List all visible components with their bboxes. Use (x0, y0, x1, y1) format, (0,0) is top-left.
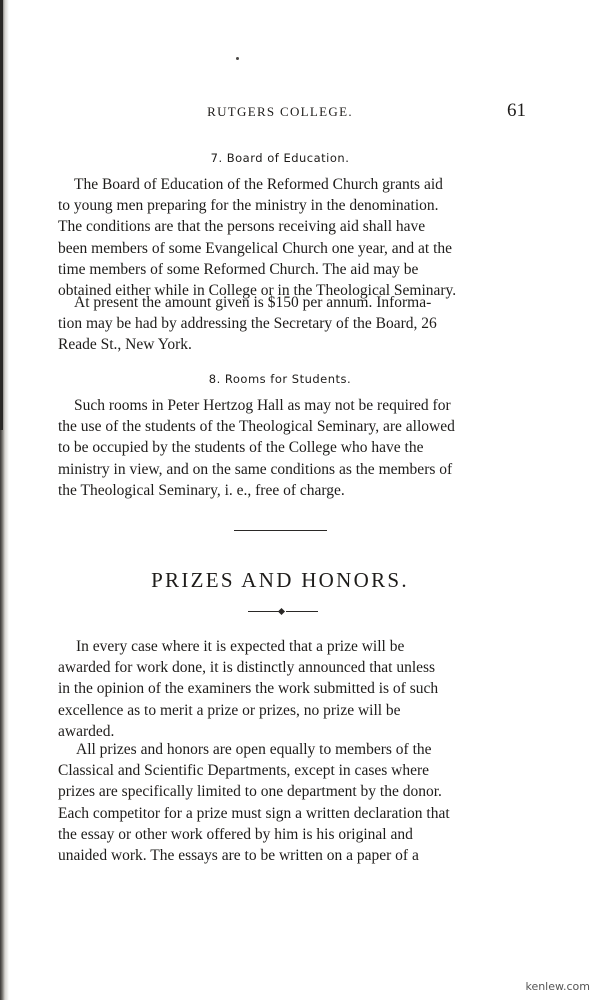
paragraph-board-amount: At present the amount given is $150 per annum. Informa- tion may be had by addressing the Secretary of the Board, 26 Reade St., New York. (58, 294, 437, 354)
running-header-title: RUTGERS COLLEGE. (207, 104, 353, 119)
page-number: 61 (507, 100, 526, 121)
title-ornament (248, 608, 318, 614)
prizes-and-honors-title: PRIZES AND HONORS. (151, 568, 409, 592)
watermark: kenlew.com (525, 980, 590, 993)
paragraph-rooms: Such rooms in Peter Hertzog Hall as may not be required for the use of the students of the Theological Seminary, are allowed to be occupied by the students of the College who have the ministry in view, and on the same conditions as the members of the Theological Seminary, i. e., free of charge. (58, 397, 455, 499)
paragraph-prizes-announcement: In every case where it is expected that a prize will be awarded for work done, it is distinctly announced that unless in the opinion of the examiners the work submitted is of such excellence as to merit a prize or prizes, no prize will be awarded. (58, 638, 439, 740)
section-heading-rooms-for-students: 8. Rooms for Students. (208, 372, 352, 386)
ink-speck (236, 57, 239, 60)
paragraph-board-aid: The Board of Education of the Reformed Church grants aid to young men preparing for the ministry in the denomination. The conditions are that the persons receiving aid shall have been members of some Evangelical Church one year, and at the time members of some Reformed Church. The aid may be obtained either while in College or in the Theological Seminary. (58, 176, 457, 300)
page-binding-shadow (0, 0, 3, 430)
section-divider-rule (234, 530, 327, 531)
paragraph-prizes-eligibility: All prizes and honors are open equally to members of the Classical and Scientific Departments, except in cases where prizes are specifically limited to one department by the donor. Each competitor for a prize must sign a written declaration that the essay or other work offered by him is his original and unaided work. The essays are to be written on a paper of a (58, 741, 450, 865)
section-heading-board-of-education: 7. Board of Education. (210, 151, 350, 165)
